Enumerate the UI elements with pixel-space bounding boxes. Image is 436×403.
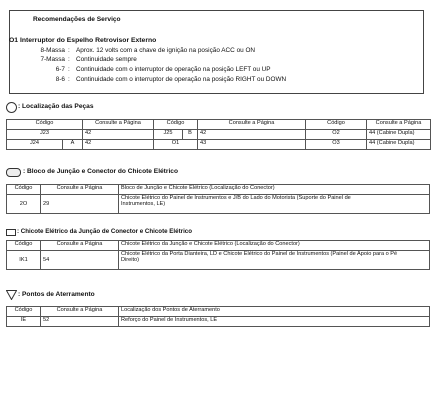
ground-triangle-icon	[6, 290, 17, 300]
parts-heading: : Localização das Peças	[18, 103, 94, 110]
table-header-row	[7, 307, 430, 317]
page-cell: 42	[83, 140, 154, 150]
page-cell: 42	[198, 130, 306, 140]
code-cell: IK1	[7, 251, 41, 270]
code-cell: IE	[7, 317, 41, 327]
page-cell: 44 (Cabine Dupla)	[367, 140, 431, 150]
term-text: Continuidade com o interruptor de operação na posição LEFT ou UP	[76, 66, 271, 73]
header-cell: Consulte a Página	[41, 241, 119, 251]
ground-table	[6, 306, 430, 327]
term-text: Continuidade com o interruptor de operação na posição RIGHT ou DOWN	[76, 76, 287, 83]
colon: :	[68, 66, 70, 73]
junction-table	[6, 184, 430, 214]
header-cell: Consulte a Página	[198, 120, 306, 130]
header-cell: Código	[7, 185, 41, 195]
code-cell: O1	[154, 140, 198, 150]
page-cell: 52	[41, 317, 119, 327]
header-cell: Código	[7, 241, 41, 251]
table-row	[7, 195, 430, 214]
suffix-cell: A	[63, 140, 83, 150]
header-cell: Consulte a Página	[367, 120, 431, 130]
wire-heading: : Chicote Elétrico da Junção de Conector e Chicote Elétrico	[17, 228, 193, 235]
code-cell: O2	[306, 130, 367, 140]
header-cell: Código	[7, 307, 41, 317]
header-cell: Consulte a Página	[41, 185, 119, 195]
header-cell: Código	[154, 120, 198, 130]
table-row	[7, 140, 431, 150]
table-header-row	[7, 185, 430, 195]
header-cell: Bloco de Junção e Chicote Elétrico (Localização do Conector)	[119, 185, 430, 195]
service-heading: Recomendações de Serviço	[28, 16, 126, 23]
suffix-cell: B	[183, 130, 198, 140]
table-row	[7, 130, 431, 140]
junction-block-icon	[6, 168, 21, 177]
junction-heading: : Bloco de Junção e Conector do Chicote Elétrico	[23, 168, 178, 175]
page-cell: 54	[41, 251, 119, 270]
header-cell: Localização dos Pontos de Aterramento	[119, 307, 430, 317]
header-cell: Chicote Elétrico da Junção e Chicote Elétrico (Localização do Conector)	[119, 241, 430, 251]
header-cell: Código	[306, 120, 367, 130]
parts-table	[6, 119, 431, 150]
term-label: 6-7	[55, 66, 65, 73]
header-cell: Código	[7, 120, 83, 130]
code-cell: 2O	[7, 195, 41, 214]
page-cell: 29	[41, 195, 119, 214]
colon: :	[68, 56, 70, 63]
component-title: O1 Interruptor do Espelho Retrovisor Externo	[9, 37, 157, 44]
table-header-row	[7, 241, 430, 251]
term-label: 8-Massa	[40, 47, 65, 54]
code-cell: J24	[7, 140, 63, 150]
page-cell: 42	[83, 130, 154, 140]
ground-heading: : Pontos de Aterramento	[18, 291, 95, 298]
colon: :	[68, 47, 70, 54]
header-cell: Consulte a Página	[83, 120, 154, 130]
wire-table	[6, 240, 430, 270]
location-cell: Chicote Elétrico da Porta Dianteira, LD e Chicote Elétrico do Painel de Instrumentos (Painel de Apoio para o Pé Direito)	[119, 251, 430, 270]
page-cell: 43	[198, 140, 306, 150]
colon: :	[68, 76, 70, 83]
circle-icon	[6, 102, 17, 113]
location-cell: Reforço do Painel de Instrumentos, LE	[119, 317, 430, 327]
term-text: Aprox. 12 volts com a chave de ignição na posição ACC ou ON	[76, 47, 256, 54]
term-label: 7-Massa	[40, 56, 65, 63]
code-cell: O3	[306, 140, 367, 150]
term-label: 8-6	[55, 76, 65, 83]
code-cell: J25	[154, 130, 183, 140]
table-row	[7, 317, 430, 327]
table-header-row	[7, 120, 431, 130]
code-cell: J23	[7, 130, 83, 140]
page-cell: 44 (Cabine Dupla)	[367, 130, 431, 140]
table-row	[7, 251, 430, 270]
location-cell: Chicote Elétrico do Painel de Instrumentos e J/B do Lado do Motorista (Suporte do Painel de Instrumentos, LE)	[119, 195, 430, 214]
term-text: Continuidade sempre	[76, 56, 137, 63]
header-cell: Consulte a Página	[41, 307, 119, 317]
connector-icon	[6, 229, 16, 236]
